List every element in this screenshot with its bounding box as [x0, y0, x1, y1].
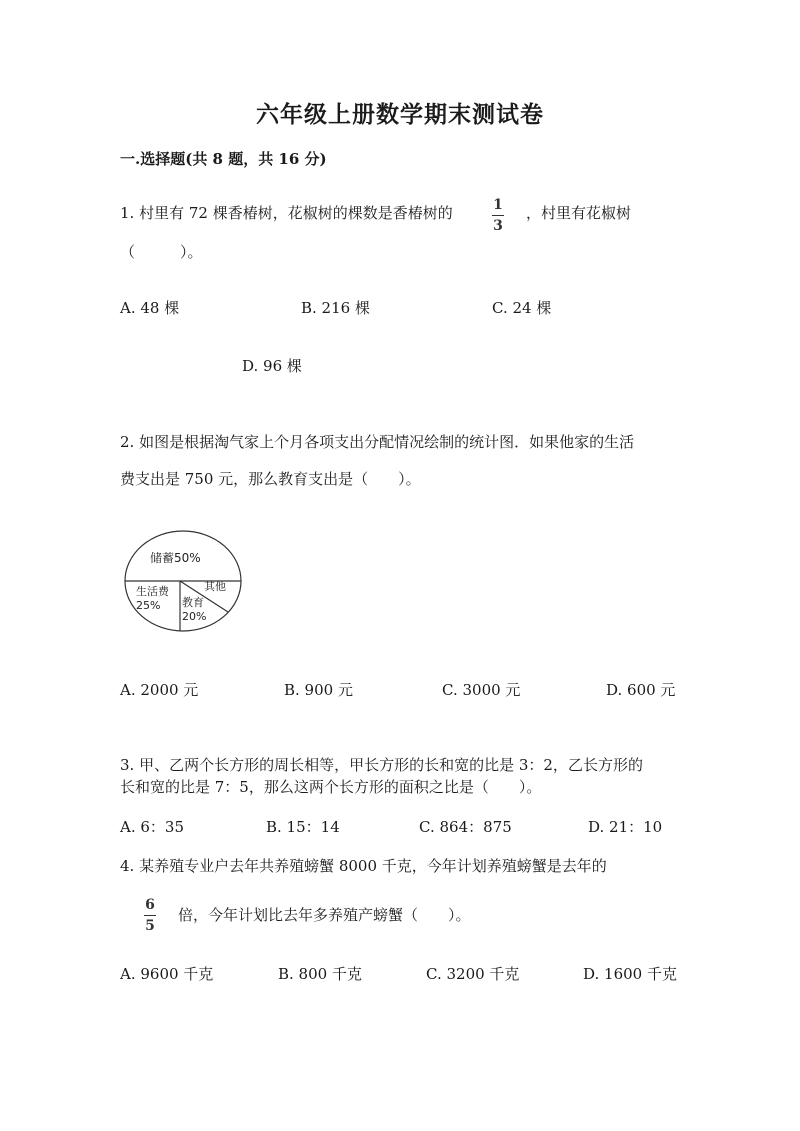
pie-label-education: 教育 [182, 596, 204, 609]
q1-fraction-numerator: 1 [493, 197, 503, 213]
q2-option-d[interactable]: D. 600 元 [606, 681, 676, 699]
pie-chart [124, 530, 242, 632]
q1-option-a[interactable]: A. 48 棵 [120, 299, 180, 317]
q2-text-line2: 费支出是 750 元，那么教育支出是（ ）。 [120, 470, 421, 488]
page-title: 六年级上册数学期末测试卷 [256, 101, 544, 128]
fraction-bar [144, 915, 156, 916]
q1-option-b[interactable]: B. 216 棵 [301, 299, 370, 317]
q4-fraction-denominator: 5 [145, 918, 155, 934]
q2-option-b[interactable]: B. 900 元 [284, 681, 353, 699]
q4-option-d[interactable]: D. 1600 千克 [583, 965, 677, 983]
q3-option-a[interactable]: A. 6：35 [120, 818, 184, 836]
pie-label-education-pct: 20% [182, 610, 207, 623]
q4-fraction [144, 898, 156, 933]
pie-label-other: 其他 [204, 580, 226, 593]
q1-option-c[interactable]: C. 24 棵 [492, 299, 552, 317]
q4-option-b[interactable]: B. 800 千克 [278, 965, 362, 983]
q3-text-line2: 长和宽的比是 7：5，那么这两个长方形的面积之比是（ ）。 [120, 778, 542, 796]
q3-text-line1: 3. 甲、乙两个长方形的周长相等，甲长方形的长和宽的比是 3：2，乙长方形的 [120, 756, 643, 774]
q1-fraction [492, 198, 504, 233]
q4-option-a[interactable]: A. 9600 千克 [120, 965, 214, 983]
pie-label-living-pct: 25% [136, 599, 161, 612]
q1-text-after: ，村里有花椒树 [526, 204, 632, 222]
pie-label-savings: 储蓄50% [150, 551, 201, 565]
q1-text: 1. 村里有 72 棵香椿树，花椒树的棵数是香椿树的 [120, 204, 453, 222]
q2-text-line1: 2. 如图是根据淘气家上个月各项支出分配情况绘制的统计图．如果他家的生活 [120, 433, 635, 451]
q4-text-line2: 倍，今年计划比去年多养殖产螃蟹（ ）。 [178, 906, 471, 924]
q4-option-c[interactable]: C. 3200 千克 [426, 965, 520, 983]
q1-option-d[interactable]: D. 96 棵 [242, 357, 302, 375]
section-heading: 一.选择题(共 8 题，共 16 分) [120, 150, 327, 168]
q3-option-b[interactable]: B. 15：14 [266, 818, 340, 836]
q1-blank: （ ）。 [120, 243, 203, 261]
pie-label-living: 生活费 [136, 585, 169, 598]
q2-option-c[interactable]: C. 3000 元 [442, 681, 521, 699]
q4-text-line1: 4. 某养殖专业户去年共养殖螃蟹 8000 千克，今年计划养殖螃蟹是去年的 [120, 857, 607, 875]
q3-option-d[interactable]: D. 21：10 [588, 818, 663, 836]
fraction-bar [492, 215, 504, 216]
q3-option-c[interactable]: C. 864：875 [419, 818, 512, 836]
q2-option-a[interactable]: A. 2000 元 [120, 681, 199, 699]
q1-fraction-denominator: 3 [493, 218, 503, 234]
q4-fraction-numerator: 6 [145, 897, 155, 913]
